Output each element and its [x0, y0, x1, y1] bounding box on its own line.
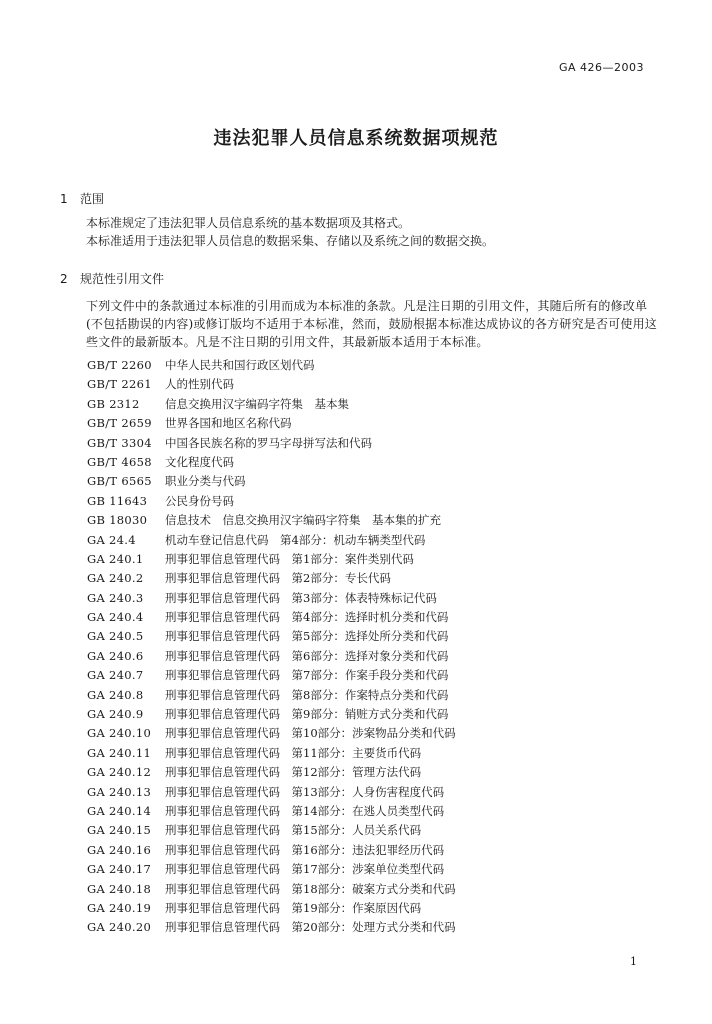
reference-item [87, 841, 456, 860]
reference-title: 刑事犯罪信息管理代码 第17部分：涉案单位类型代码 [165, 862, 445, 877]
reference-title: 刑事犯罪信息管理代码 第2部分：专长代码 [165, 571, 391, 586]
reference-code: GB/T 2260 [87, 358, 152, 372]
section-2-body [60, 297, 660, 351]
reference-item [87, 647, 456, 666]
reference-title: 刑事犯罪信息管理代码 第5部分：选择处所分类和代码 [165, 629, 449, 644]
reference-item [87, 705, 456, 724]
reference-code: GA 240.12 [87, 765, 152, 780]
reference-item [87, 531, 456, 550]
reference-title: 信息技术 信息交换用汉字编码字符集 基本集的扩充 [165, 513, 441, 528]
reference-item [87, 434, 456, 453]
reference-title: 刑事犯罪信息管理代码 第4部分：选择时机分类和代码 [165, 610, 449, 625]
reference-item [87, 918, 456, 937]
reference-code: GB 2312 [87, 396, 140, 411]
reference-code: GB 11643 [87, 493, 148, 508]
reference-title: 刑事犯罪信息管理代码 第19部分：作案原因代码 [165, 900, 422, 915]
reference-title: 刑事犯罪信息管理代码 第15部分：人员关系代码 [165, 823, 422, 838]
reference-item [87, 472, 456, 491]
reference-title: 刑事犯罪信息管理代码 第6部分：选择对象分类和代码 [165, 648, 449, 663]
reference-code: GB/T 2261 [87, 377, 152, 392]
reference-title: 刑事犯罪信息管理代码 第18部分：破案方式分类和代码 [165, 881, 456, 896]
reference-item [87, 395, 456, 414]
reference-title: 刑事犯罪信息管理代码 第8部分：作案特点分类和代码 [165, 687, 449, 702]
section-1-body [60, 214, 660, 250]
reference-item [87, 627, 456, 646]
paragraph: 本标准适用于违法犯罪人员信息的数据采集、存储以及系统之间的数据交换。 [86, 234, 495, 248]
reference-item [87, 744, 456, 763]
reference-code: GB/T 3304 [87, 435, 152, 450]
reference-code: GA 240.14 [87, 803, 152, 818]
reference-code: GA 240.15 [87, 823, 152, 838]
reference-title: 中华人民共和国行政区划代码 [165, 358, 315, 372]
normative-reference-list [87, 356, 456, 938]
reference-code: GA 240.16 [87, 842, 152, 857]
reference-item [87, 686, 456, 705]
reference-title: 信息交换用汉字编码字符集 基本集 [165, 396, 349, 411]
reference-code: GA 240.5 [87, 629, 144, 644]
reference-title: 刑事犯罪信息管理代码 第16部分：违法犯罪经历代码 [165, 842, 445, 857]
reference-code: GA 240.18 [87, 881, 152, 896]
reference-item [87, 802, 456, 821]
reference-code: GB/T 4658 [87, 454, 152, 469]
section-title: 范围 [80, 192, 105, 206]
reference-item [87, 589, 456, 608]
reference-title: 刑事犯罪信息管理代码 第20部分：处理方式分类和代码 [165, 920, 456, 935]
section-1-heading [60, 190, 104, 207]
section-number: 2 [60, 272, 68, 286]
reference-code: GA 240.19 [87, 900, 152, 915]
reference-item [87, 550, 456, 569]
reference-item [87, 899, 456, 918]
reference-title: 刑事犯罪信息管理代码 第14部分：在逃人员类型代码 [165, 803, 445, 818]
reference-title: 中国各民族名称的罗马字母拼写法和代码 [165, 435, 372, 450]
reference-code: GA 240.1 [87, 551, 144, 566]
reference-code: GA 240.11 [87, 745, 152, 760]
reference-code: GA 240.8 [87, 687, 144, 702]
reference-code: GA 240.6 [87, 648, 144, 663]
reference-code: GA 24.4 [87, 532, 136, 547]
reference-item [87, 608, 456, 627]
reference-code: GB/T 6565 [87, 474, 152, 489]
reference-item [87, 492, 456, 511]
paragraph: 下列文件中的条款通过本标准的引用而成为本标准的条款。凡是注日期的引用文件，其随后所有的修改单(不包括勘误的内容)或修订版均不适用于本标准，然而，鼓励根据本标准达成协议的各方研究是否可使用这些文件的最新版本。凡是不注日期的引用文件，其最新版本适用于本标准。 [86, 299, 657, 349]
reference-code: GB/T 2659 [87, 416, 152, 431]
reference-code: GA 240.2 [87, 571, 144, 586]
document-title: 违法犯罪人员信息系统数据项规范 [213, 128, 499, 149]
reference-item [87, 763, 456, 782]
reference-item [87, 511, 456, 530]
reference-title: 世界各国和地区名称代码 [165, 416, 292, 431]
reference-title: 刑事犯罪信息管理代码 第12部分：管理方法代码 [165, 765, 422, 780]
reference-title: 公民身份号码 [165, 493, 234, 508]
reference-item [87, 414, 456, 433]
reference-code: GA 240.9 [87, 707, 144, 722]
reference-title: 刑事犯罪信息管理代码 第1部分：案件类别代码 [165, 551, 414, 566]
reference-item [87, 880, 456, 899]
reference-item [87, 821, 456, 840]
section-2-heading [60, 270, 164, 287]
paragraph: 本标准规定了违法犯罪人员信息系统的基本数据项及其格式。 [86, 216, 411, 230]
reference-code: GA 240.7 [87, 668, 144, 683]
reference-title: 刑事犯罪信息管理代码 第7部分：作案手段分类和代码 [165, 668, 449, 683]
reference-title: 职业分类与代码 [165, 474, 246, 489]
reference-item [87, 356, 456, 375]
reference-title: 刑事犯罪信息管理代码 第11部分：主要货币代码 [165, 745, 422, 760]
reference-code: GA 240.10 [87, 726, 152, 741]
reference-code: GA 240.17 [87, 862, 152, 877]
section-title: 规范性引用文件 [80, 272, 165, 286]
reference-title: 刑事犯罪信息管理代码 第9部分：销赃方式分类和代码 [165, 707, 449, 722]
reference-item [87, 453, 456, 472]
reference-code: GB 18030 [87, 513, 148, 528]
reference-title: 刑事犯罪信息管理代码 第13部分：人身伤害程度代码 [165, 784, 445, 799]
reference-code: GA 240.3 [87, 590, 144, 605]
reference-title: 机动车登记信息代码 第4部分：机动车辆类型代码 [165, 532, 426, 547]
reference-item [87, 569, 456, 588]
reference-item [87, 724, 456, 743]
standard-code: GA 426—2003 [558, 61, 644, 74]
reference-title: 人的性别代码 [165, 377, 234, 392]
reference-code: GA 240.4 [87, 610, 144, 625]
section-number: 1 [60, 192, 68, 206]
reference-item [87, 860, 456, 879]
reference-title: 刑事犯罪信息管理代码 第10部分：涉案物品分类和代码 [165, 726, 456, 741]
reference-item [87, 375, 456, 394]
reference-title: 刑事犯罪信息管理代码 第3部分：体表特殊标记代码 [165, 590, 437, 605]
reference-title: 文化程度代码 [165, 454, 234, 469]
reference-code: GA 240.13 [87, 784, 152, 799]
reference-item [87, 666, 456, 685]
reference-item [87, 783, 456, 802]
reference-code: GA 240.20 [87, 920, 152, 935]
page-number: 1 [630, 955, 637, 968]
